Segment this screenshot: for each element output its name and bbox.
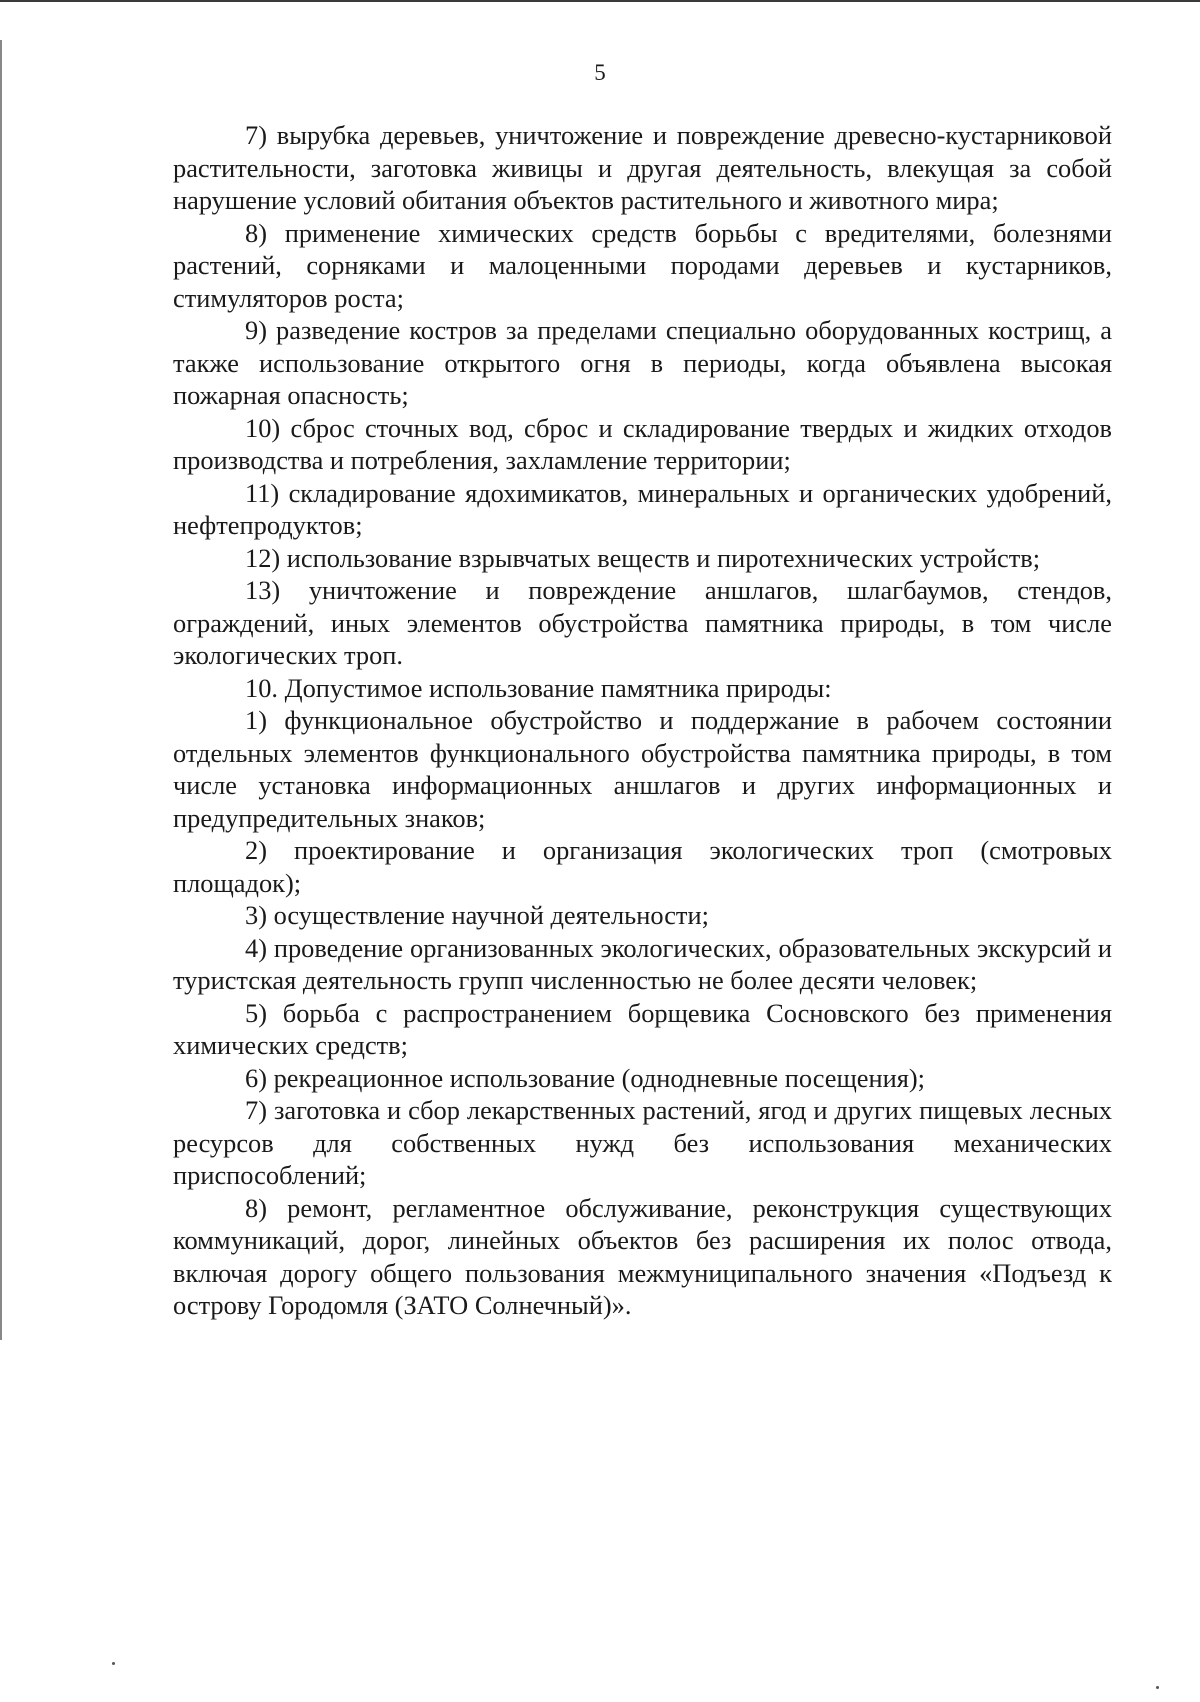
permitted-item-1: 1) функциональное обустройство и поддержание в рабочем состоянии отдельных элементов функционального обустройства памятника природы, в том числе установка информационных аншлагов и других информационных и предупредительных знаков; [173,705,1112,833]
scan-speck [112,1662,115,1665]
scan-left-edge [0,40,2,1340]
prohibited-item-7: 7) вырубка деревьев, уничтожение и повреждение древесно-кустарниковой растительности, заготовка живицы и другая деятельность, влекущая за собой нарушение условий обитания объектов растительного и животного мира; [173,120,1112,215]
permitted-item-2: 2) проектирование и организация экологических троп (смотровых площадок); [173,835,1112,898]
scan-speck [1156,1686,1159,1689]
section-heading-permitted-use: 10. Допустимое использование памятника природы: [245,672,832,703]
permitted-item-7: 7) заготовка и сбор лекарственных растений, ягод и других пищевых лесных ресурсов для собственных нужд без использования механических приспособлений; [173,1095,1112,1190]
prohibited-item-13: 13) уничтожение и повреждение аншлагов, шлагбаумов, стендов, ограждений, иных элементов обустройства памятника природы, в том числе экологических троп. [173,575,1112,670]
permitted-item-5: 5) борьба с распространением борщевика Сосновского без применения химических средств; [173,997,1112,1060]
permitted-item-3: 3) осуществление научной деятельности; [245,900,709,930]
permitted-item-4: 4) проведение организованных экологических, образовательных экскурсий и туристская деятельность групп численностью не более десяти человек; [173,932,1112,995]
prohibited-item-12: 12) использование взрывчатых веществ и пиротехнических устройств; [245,542,1041,573]
page-number: 5 [594,60,606,85]
prohibited-item-8: 8) применение химических средств борьбы с вредителями, болезнями растений, сорняками и малоценными породами деревьев и кустарников, стимуляторов роста; [173,217,1112,313]
prohibited-item-10: 10) сброс сточных вод, сброс и складирование твердых и жидких отходов производства и потребления, захламление территории; [173,412,1112,475]
prohibited-item-9: 9) разведение костров за пределами специально оборудованных кострищ, а также использование открытого огня в периоды, когда объявлена высокая пожарная опасность; [173,315,1112,410]
permitted-item-8: 8) ремонт, регламентное обслуживание, реконструкция существующих коммуникаций, дорог, линейных объектов без расширения их полос отвода, включая дорогу общего пользования межмуниципального значения «Подъезд к острову Городомля (ЗАТО Солнечный)». [173,1192,1112,1320]
prohibited-item-11: 11) складирование ядохимикатов, минеральных и органических удобрений, нефтепродуктов; [173,477,1112,540]
document-body [173,119,1112,1322]
permitted-item-6: 6) рекреационное использование (однодневные посещения); [245,1062,925,1093]
scan-top-edge [0,0,1200,2]
